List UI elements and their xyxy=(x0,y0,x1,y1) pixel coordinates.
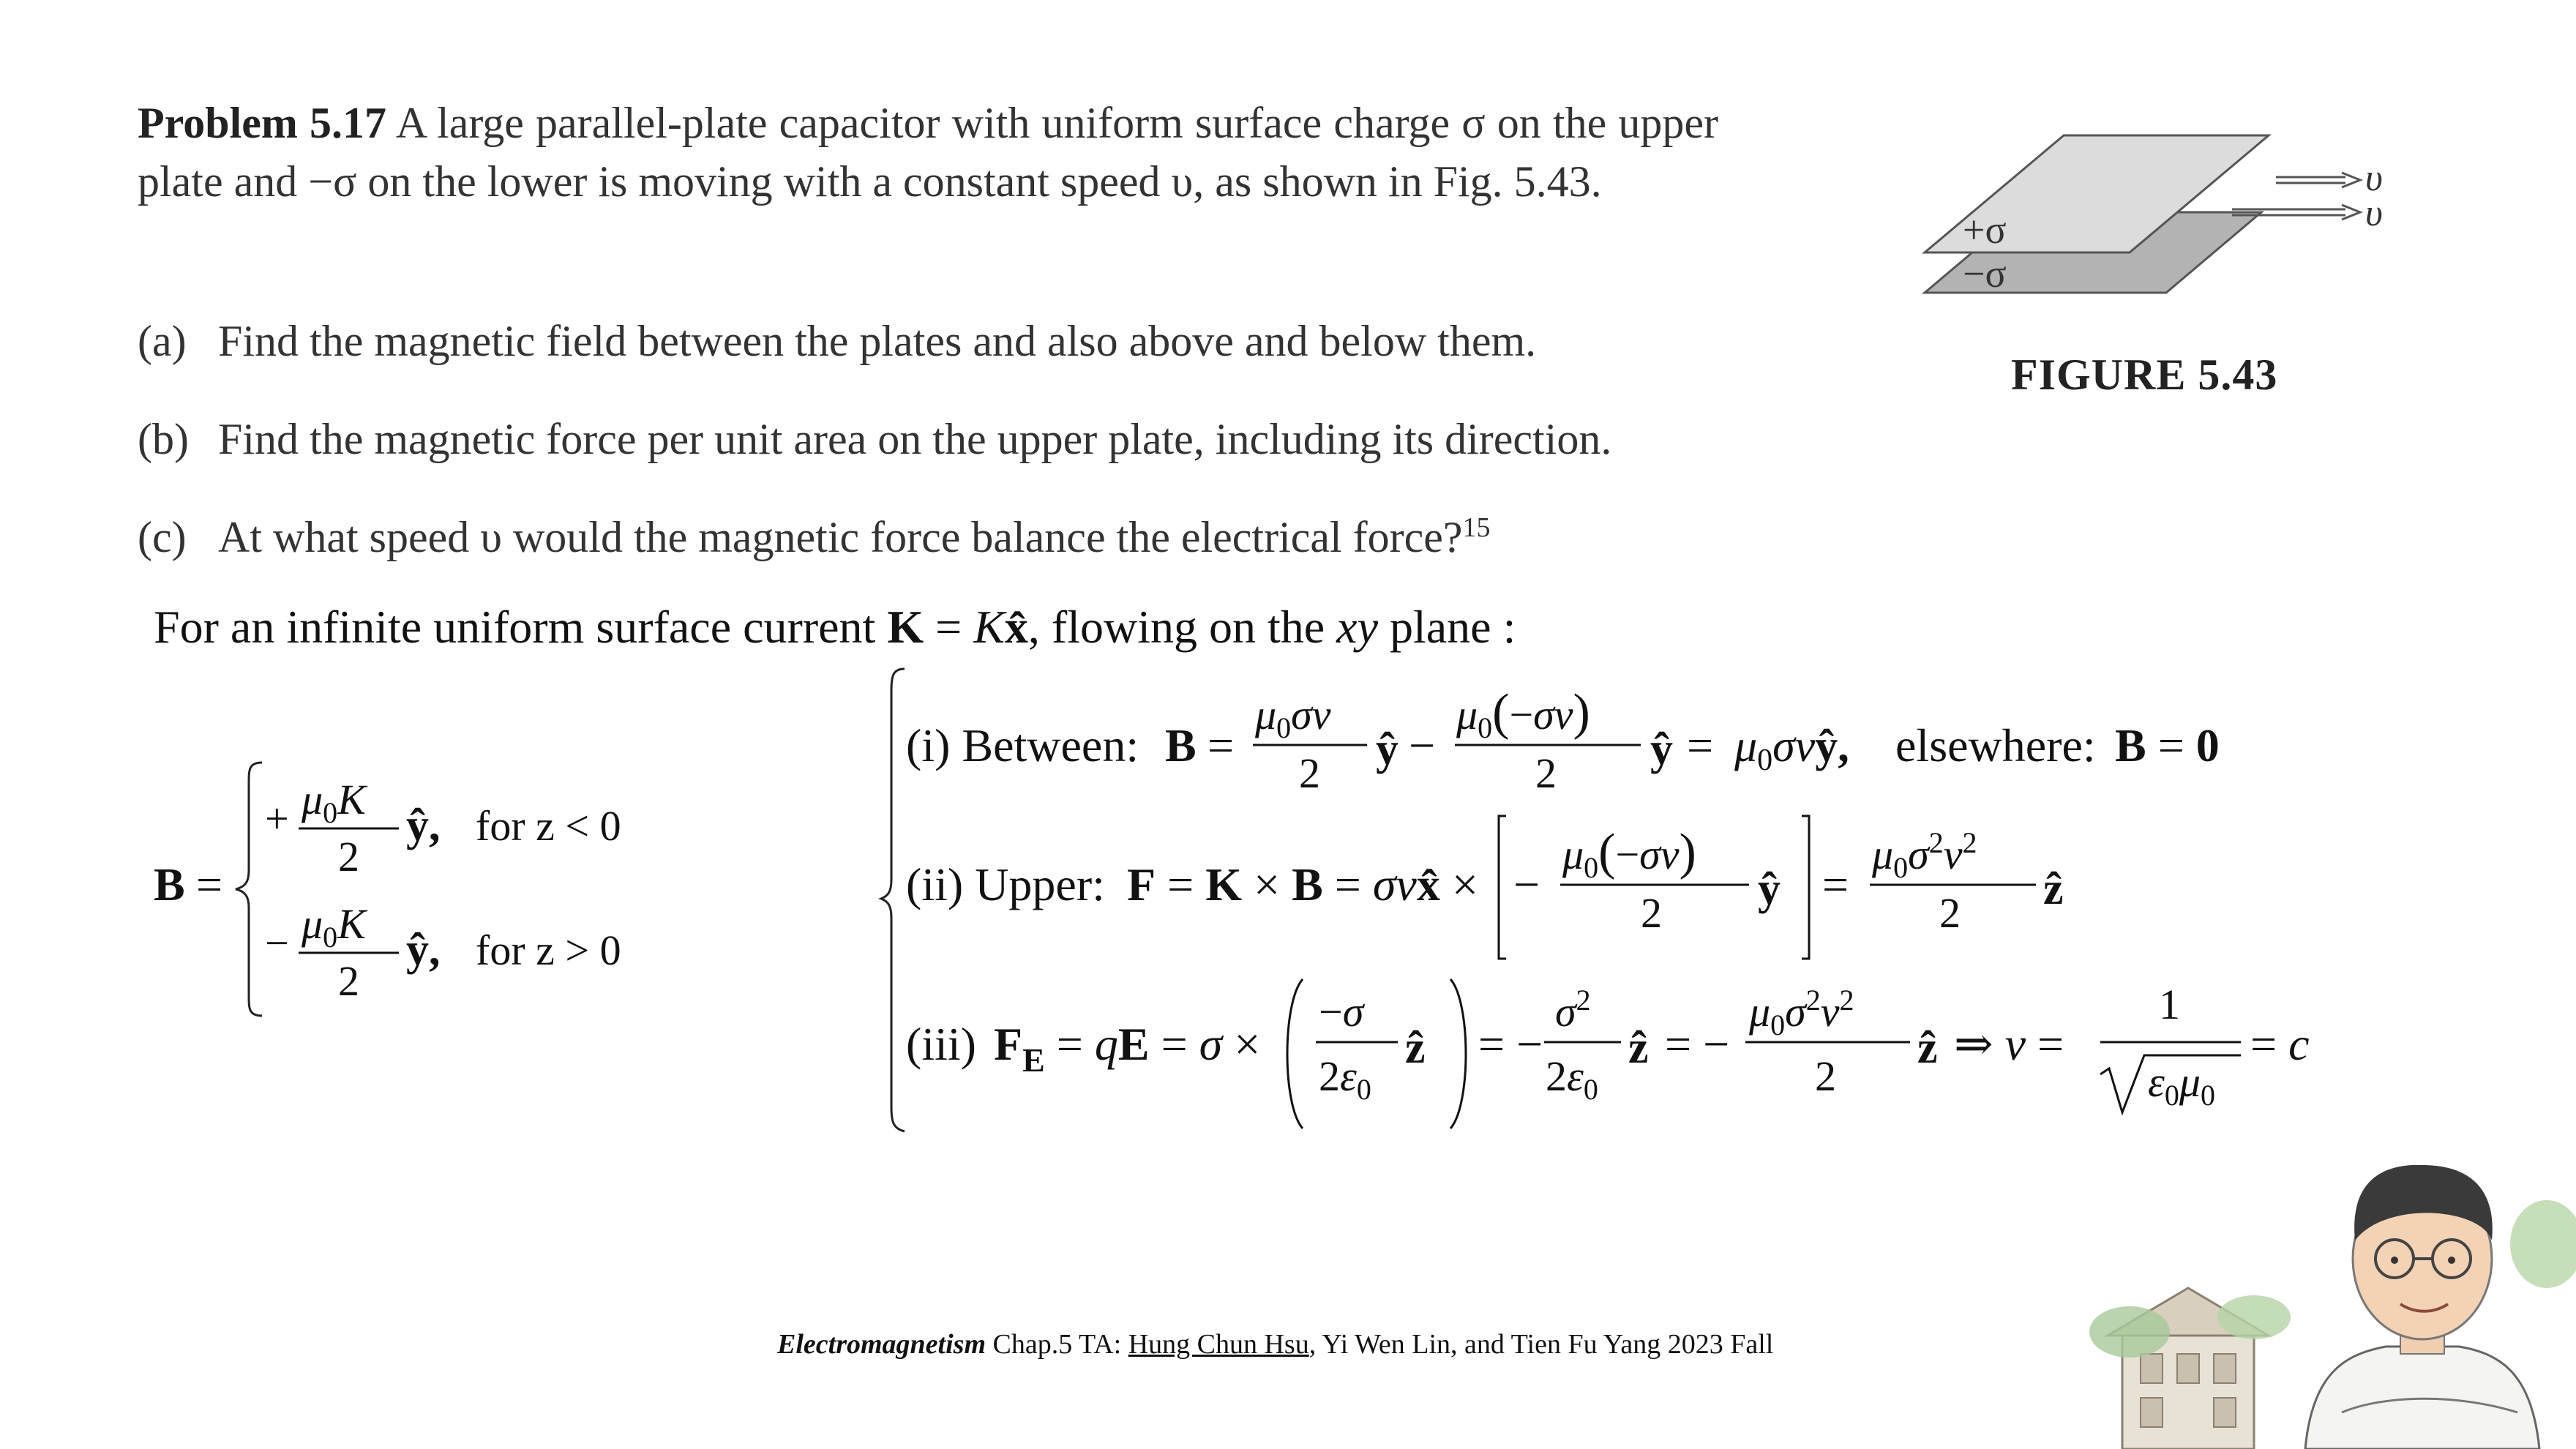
equation-line-1 xyxy=(900,672,2276,811)
svg-text:F = K × B = σvx̂ ×: F = K × B = σvx̂ × xyxy=(1127,858,1478,910)
equation-line-2 xyxy=(900,809,2144,966)
capacitor-figure xyxy=(1917,124,2386,307)
svg-text:ŷ: ŷ xyxy=(1650,724,1673,774)
svg-text:μ0σv: $\mu_0\sigma v$ xyxy=(1255,691,1331,744)
svg-text:−: − xyxy=(265,919,289,967)
svg-text:ε0μ0: $\varepsilon_0\mu_0$ xyxy=(2148,1058,2215,1112)
svg-text:= −: = − xyxy=(1478,1018,1543,1070)
svg-text:FE = qE = σ ×: $F_E$ = qE = σ × xyxy=(994,1018,1261,1079)
intro-text-b: flowing on the xyxy=(1051,601,1325,653)
svg-text:ẑ: ẑ xyxy=(1628,1023,1649,1073)
lower-charge-label: −σ xyxy=(1963,252,2007,296)
case-z-gt: for z > 0 xyxy=(476,926,621,974)
svg-text:μ0σvŷ,: μ0σvŷ, xyxy=(1734,722,1849,777)
svg-text:⇒ v =: ⇒ v = xyxy=(1954,1018,2064,1070)
svg-text:ẑ: ẑ xyxy=(2043,864,2064,914)
part-a-label: (a) xyxy=(138,317,187,365)
svg-text:+: + xyxy=(265,795,289,842)
problem-statement xyxy=(138,94,1718,211)
field-piecewise-equation xyxy=(146,754,673,1025)
svg-text:2: 2 xyxy=(1535,749,1557,797)
svg-text:2ε0: $2\varepsilon_0$ xyxy=(1319,1052,1371,1106)
part-b-label: (b) xyxy=(138,415,189,463)
svg-text:=: = xyxy=(1687,719,1714,771)
line2-label: (ii) Upper: xyxy=(906,858,1105,910)
problem-number: Problem 5.17 xyxy=(138,99,387,147)
svg-text:2: 2 xyxy=(1939,889,1961,937)
solution-intro xyxy=(154,600,1516,654)
svg-text:ŷ: ŷ xyxy=(1376,724,1399,774)
problem-text: A large parallel-plate capacitor with uniform surface charge σ on the upper plate and −σ on the lower is moving with a constant speed υ, as shown in Fig. 5.43. xyxy=(138,99,1718,206)
footnote-mark: 15 xyxy=(1462,512,1491,543)
svg-text:ŷ,: ŷ, xyxy=(406,801,441,850)
ta-avatar xyxy=(2305,1165,2539,1449)
intro-text-a: For an infinite uniform surface current xyxy=(154,601,876,653)
svg-text:μ0(−σv): $\mu_0(-\sigma v)$ xyxy=(1562,824,1696,884)
svg-text:ẑ: ẑ xyxy=(1405,1023,1426,1073)
svg-text:=: = xyxy=(196,858,223,910)
svg-text:B: B xyxy=(1165,719,1197,771)
intro-text-c: plane : xyxy=(1389,601,1516,653)
part-a-text: Find the magnetic field between the plates and also above and below them. xyxy=(218,317,1537,365)
svg-text:2: 2 xyxy=(338,957,359,1005)
svg-text:μ0K: $\mu_0K$ xyxy=(302,776,366,829)
footer xyxy=(777,1328,1773,1360)
svg-text:σ2: $\sigma^2$ xyxy=(1555,984,1591,1036)
svg-text:ŷ: ŷ xyxy=(1758,864,1781,914)
line3-label: (iii) xyxy=(906,1018,976,1070)
figure-caption: FIGURE 5.43 xyxy=(2011,351,2278,399)
part-b-text: Find the magnetic force per unit area on the upper plate, including its direction. xyxy=(218,415,1612,463)
footer-chapter: Chap.5 TA: xyxy=(992,1329,1122,1360)
footer-rest: , Yi Wen Lin, and Tien Fu Yang 2023 Fall xyxy=(1308,1329,1774,1360)
svg-text:=: = xyxy=(1208,719,1235,771)
plane-xy: xy xyxy=(1336,601,1378,653)
svg-text:−: − xyxy=(1409,719,1436,771)
line1-label: (i) Between: xyxy=(906,719,1139,771)
current-definition: K = Kx̂, xyxy=(887,601,1040,653)
svg-text:= −: = − xyxy=(1665,1018,1730,1070)
svg-text:2: 2 xyxy=(1299,749,1320,797)
svg-text:−σ: −σ xyxy=(1319,988,1364,1036)
svg-text:2: 2 xyxy=(1641,889,1662,937)
velocity-label-lower: υ xyxy=(2365,192,2383,234)
velocity-label-upper: υ xyxy=(2365,157,2383,199)
case-z-lt: for z < 0 xyxy=(476,802,621,850)
svg-text:= c: = c xyxy=(2250,1018,2310,1070)
part-a xyxy=(138,316,1536,367)
svg-text:μ0σ2v2: $\mu_0\sigma^2v^2$ xyxy=(1749,984,1854,1041)
upper-charge-label: +σ xyxy=(1963,208,2007,252)
svg-text:μ0(−σv): $\mu_0(-\sigma v)$ xyxy=(1456,684,1590,744)
footer-course: Electromagnetism xyxy=(777,1329,986,1360)
velocity-arrow-upper xyxy=(2276,173,2360,187)
part-b xyxy=(138,414,1611,465)
svg-text:1: 1 xyxy=(2159,981,2180,1028)
footer-ta-1: Hung Chun Hsu xyxy=(1128,1329,1309,1360)
part-c xyxy=(138,512,1491,563)
ta-illustration xyxy=(2078,1112,2576,1449)
part-c-text: At what speed υ would the magnetic force balance the electrical force? xyxy=(218,513,1463,561)
svg-text:ẑ: ẑ xyxy=(1917,1023,1938,1073)
svg-text:2: 2 xyxy=(338,833,359,880)
svg-text:B: B xyxy=(154,858,185,910)
svg-text:2ε0: $2\varepsilon_0$ xyxy=(1546,1052,1598,1106)
svg-text:μ0σ2v2: $\mu_0\sigma^2v^2$ xyxy=(1872,826,1977,884)
svg-text:−: − xyxy=(1513,858,1540,910)
part-c-label: (c) xyxy=(138,513,187,561)
line1-tail: elsewhere: xyxy=(1895,719,2096,771)
svg-text:2: 2 xyxy=(1815,1052,1836,1100)
svg-text:ŷ,: ŷ, xyxy=(406,925,441,975)
svg-text:=: = xyxy=(1822,858,1849,910)
svg-text:B = 0: B = 0 xyxy=(2115,719,2220,771)
svg-text:μ0K: $\mu_0K$ xyxy=(302,900,366,954)
